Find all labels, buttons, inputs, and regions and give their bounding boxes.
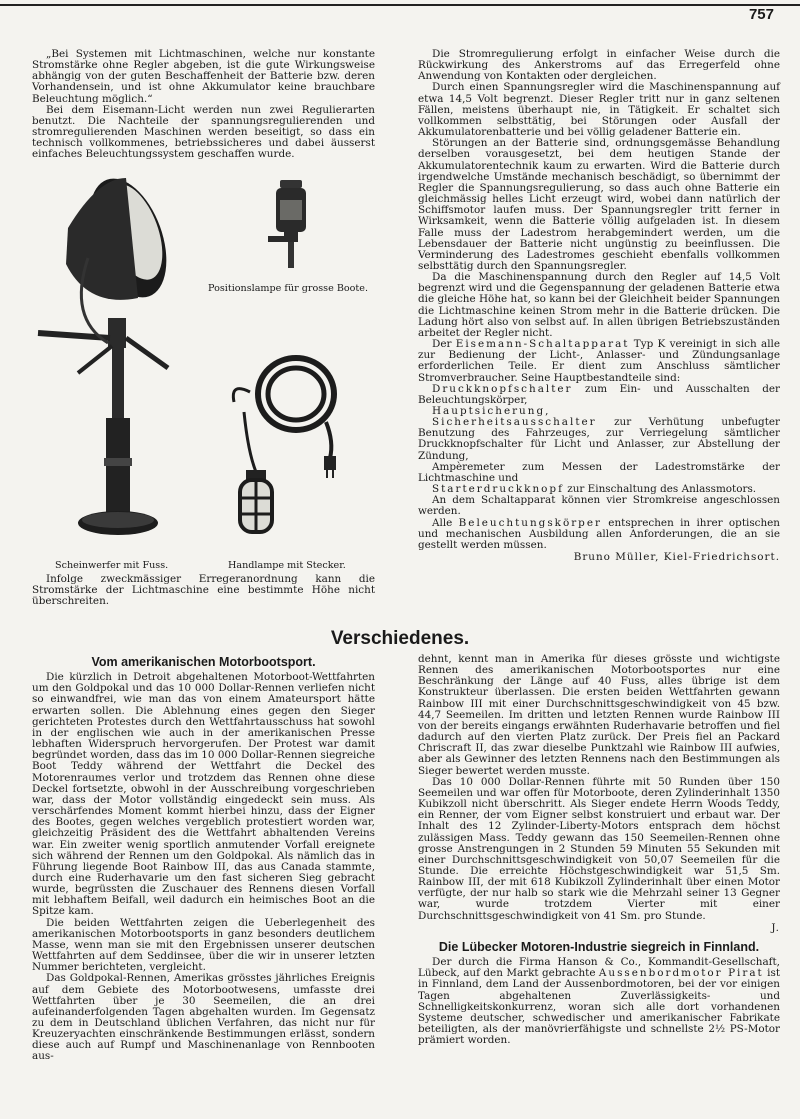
paragraph: Die Stromregulierung erfolgt in einfacher Weise durch die Rückwirkung des Ankerstroms auf das Erregerfeld ohne Anwendung von Kontakten oder dergleichen.	[418, 48, 780, 83]
signature: Bruno Müller, Kiel-Friedrichsort.	[573, 551, 780, 564]
top-rule	[0, 4, 800, 6]
article2-heading: Die Lübecker Motoren-Industrie siegreich in Finnland.	[438, 939, 760, 954]
article1-author: J.	[771, 921, 780, 934]
paragraph: Störungen an der Batterie sind, ordnungsgemässe Behandlung derselben vorausgesetzt, bei dem heutigen Stande der Akkumulatorentechnik kaum zu erwarten. Wird die Batterie durch irgendwelche Umstände mechanisch beschädigt, so übernimmt der Regler die Spannungsregulierung, so dass auch ohne Batterie ein gleichmässig helles Licht erzeugt wird, wobei dann natürlich der Schiffsmotor laufen muss. Der Spannungsregler tritt ferner in Wirksamkeit, wenn die Batterie völlig aufgeladen ist. In diesem Falle muss der Ladestrom herabgemindert werden, um die Lebensdauer der Batterie nicht ungünstig zu beeinflussen. Die Verminderung des Ladestromes geschieht ebenfalls vollkommen selbsttätig durch den Spannungsregler.	[418, 137, 780, 272]
text-run: zum Ein- und Ausschalten der Beleuchtungskörper,	[418, 382, 780, 406]
caption-position-lamp: Positionslampe für grosse Boote.	[208, 283, 369, 294]
spaced-term: Beleuchtungskörper	[458, 516, 602, 529]
part-item	[418, 462, 780, 484]
text-run: Der durch die Firma Hanson & Co., Kommandit-Gesellschaft, Lübeck, auf den Markt gebrachte	[418, 956, 780, 980]
article1-right-column	[418, 654, 780, 1046]
top-left-column	[32, 49, 375, 161]
part-item	[418, 384, 780, 406]
paragraph: „Bei Systemen mit Lichtmaschinen, welche nur konstante Stromstärke ohne Regler abgeben, ist die gute Wirkungsweise abhängig von der guten Beschaffenheit der Batterie bzw. deren Vorhandensein, und ist ohne Akkumulator keine brauchbare Beleuchtung möglich.“	[32, 48, 375, 105]
spaced-term: Starterdruckknopf	[432, 483, 564, 496]
text-run: Ampèremeter zum Messen der Ladestromstärke der Lichtmaschine und	[418, 460, 780, 484]
caption-searchlight: Scheinwerfer mit Fuss.	[55, 560, 169, 571]
paragraph: Infolge zweckmässiger Erregeranordnung kann die Stromstärke der Lichtmaschine eine bestimmte Höhe nicht überschreiten.	[32, 573, 375, 608]
part-item	[418, 417, 780, 462]
text-run: ist in Finnland, dem Land der Aussenbordmotoren, bei der vor einigen Tagen abgehaltenen Zuverlässigkeits- und Schnelligkeitskonkurrenz, woran sich alle dort vorhandenen Systeme deutscher, schwedischer und amerikanischer Fabrikate beteiligten, als der manövrierfähigste und schnellste 2½ PS-Motor prämiert worden.	[418, 967, 780, 1047]
paragraph: Da die Maschinenspannung durch den Regler auf 14,5 Volt begrenzt wird und die Gegenspannung der geladenen Batterie etwa die gleiche Höhe hat, so kann bei der Gleichheit beider Spannungen die Lichtmaschine keinen Strom mehr in die Batterie drücken. Die Ladung hört also von selbst auf. In allen übrigen Betriebszuständen arbeitet der Regler nicht.	[418, 271, 780, 339]
top-right-column	[418, 49, 780, 563]
spaced-term: Sicherheitsausschalter	[432, 416, 597, 429]
spaced-term: Druckknopfschalter	[432, 382, 573, 395]
paragraph: Durch einen Spannungsregler wird die Maschinenspannung auf etwa 14,5 Volt begrenzt. Dieser Regler tritt nur in ganz seltenen Fällen, meistens überhaupt nie, in Tätigkeit. Er schaltet sich vollkommen selbsttätig, bei Störungen oder Ausfall der Akkumulatorenbatterie und bei völlig geladener Batterie ein.	[418, 81, 780, 139]
paragraph: Das Goldpokal-Rennen, Amerikas grösstes jährliches Ereignis auf dem Gebiete des Motorbootwesens, umfasste drei Wettfahrten über je 30 Seemeilen, die an drei aufeinanderfolgenden Tagen abgehalten wurden. Im Gegensatz zu dem in Deutschland üblichen Verfahren, das nicht nur für Kreuzeryachten einschränkende Bestimmungen erlässt, sondern diese auch auf Rumpf und Maschinenanlage von Rennbooten aus-	[32, 972, 375, 1063]
page-number: 757	[748, 6, 774, 23]
paragraph	[418, 957, 780, 1046]
paragraph: Das 10 000 Dollar-Rennen führte mit 50 Runden über 150 Seemeilen und war offen für Motorboote, deren Zylinderinhalt 1350 Kubikzoll nicht überschritt. Als Sieger endete Herrn Woods Teddy, ein Renner, der vom Eigner selbst konstruiert und erbaut war. Der Inhalt des 12 Zylinder-Liberty-Motors entsprach dem höchst zulässigen Mass. Teddy gewann das 150 Seemeilen-Rennen ohne grosse Anstrengungen in 2 Stunden 59 Minuten 55 Sekunden mit einer Durchschnittsgeschwindigkeit von 50,07 Seemeilen für die Stunde. Die erreichte Höchstgeschwindigkeit war 51,5 Sm. Rainbow III, der mit 618 Kubikzoll Zylinderinhalt über einen Motor verfügte, der nur halb so stark wie die Mehrzahl seiner 13 Gegner war, wurde trotzdem Vierter mit einer Durchschnittsgeschwindigkeit von 41 Sm. pro Stunde.	[418, 775, 780, 922]
spaced-term: Eisemann-Schaltapparat	[455, 338, 630, 351]
hand-lamp-figure	[226, 352, 356, 552]
paragraph: Die beiden Wettfahrten zeigen die Ueberlegenheit des amerikanischen Motorbootsports in ganz besonders deutlichem Masse, wenn man sie mit den Ergebnissen unserer deutschen Wettfahrten auf dem Seddinsee, über die wir in unserer letzten Nummer berichteten, vergleicht.	[32, 916, 375, 974]
paragraph: dehnt, kennt man in Amerika für dieses grösste und wichtigste Rennen des amerikanischen Motorbootsportes nur eine Beschränkung der Länge auf 40 Fuss, alles übrige ist dem Konstrukteur überlassen. Die ersten beiden Wettfahrten gewann Rainbow III mit einer Durchschnittsgeschwindigkeit von 45 bzw. 44,7 Seemeilen. Im dritten und letzten Rennen wurde Rainbow III von der bereits eingangs erwähnten Ruderhavarie betroffen und fiel dadurch auf den vierten Platz zurück. Der Preis fiel an Packard Chriscraft II, das zwar dieselbe Punktzahl wie Rainbow III aufwies, aber als Gewinner des letzten Rennens nach den Bestimmungen als Sieger bewertet werden musste.	[418, 653, 780, 777]
position-lamp-figure	[266, 174, 316, 274]
section-title: Verschiedenes.	[330, 628, 470, 649]
after-figures-text	[32, 574, 375, 607]
paragraph: An dem Schaltapparat können vier Stromkreise angeschlossen werden.	[418, 494, 780, 518]
paragraph: Die kürzlich in Detroit abgehaltenen Motorboot-Wettfahrten um den Goldpokal und das 10 000 Dollar-Rennen verliefen nicht so einwandfrei, wie man das von einem Amateursport hätte erwarten sollen. Die Ablehnung eines gegen den Sieger gerichteten Protestes durch den Wettfahrtausschuss hat sowohl in der englischen wie auch in der amerikanischen Presse lebhaften Widerspruch hervorgerufen. Der Protest war damit begründet worden, dass das im 10 000 Dollar-Rennen siegreiche Boot Teddy während der Wettfahrt die Deckel des Motorenraumes verlor und trotzdem das Rennen ohne diese Deckel fortsetzte, obwohl in der Ausschreibung vorgeschrieben war, dass der Motor vollständig eingedeckt sein muss. Als verschärfendes Moment kommt hierbei hinzu, dass der Eigner des Bootes, gegen welches vergeblich protestiert worden war, gleichzeitig Präsident des die Wettfahrt abhaltenden Vereins war. Ein zweiter wenig sportlich anmutender Vorfall ereignete sich während der Rennen um den Goldpokal. Als nämlich das in Führung liegende Boot Rainbow III, das aus Canada stammte, durch eine Ruderhavarie um den fast sicheren Sieg gebracht wurde, begrüssten die Zuschauer des Rennens diesen Vorfall mit lebhaftem Beifall, weil dadurch ein heimisches Boot an die Spitze kam.	[32, 671, 375, 918]
spaced-term: Aussenbordmotor Pirat	[598, 967, 764, 980]
searchlight-figure	[28, 168, 178, 558]
paragraph	[418, 518, 780, 551]
text-run: zur Verhütung unbefugter Benutzung des Fahrzeuges, zur Verriegelung sämtlicher Druckknopfschalter für Licht und Anlasser, zur Abstellung der Zündung,	[418, 416, 780, 462]
text-run: Typ K vereinigt in sich alle zur Bedienung der Licht-, Anlasser- und Zündungsanlage erforderlichen Teile. Er dient zum Anschluss sämtlicher Stromverbraucher. Seine Hauptbestandteile sind:	[418, 338, 780, 384]
text-run: entsprechen in ihrer optischen und mechanischen Ausbildung allen Anforderungen, die an sie gestellt werden müssen.	[418, 516, 781, 551]
article1-left-column	[32, 657, 375, 1063]
article1-heading: Vom amerikanischen Motorbootsport.	[91, 655, 316, 669]
spaced-term: Hauptsicherung	[432, 405, 546, 417]
text-run: ,	[545, 405, 549, 417]
text-run: zur Einschaltung des Anlassmotors.	[563, 483, 757, 496]
text-run: Der	[432, 338, 456, 351]
paragraph	[418, 339, 780, 384]
text-run: Alle	[432, 516, 459, 529]
paragraph: Bei dem Eisemann-Licht werden nun zwei Regulierarten benutzt. Die Nachteile der spannungsregulierenden und stromregulierenden Maschinen werden beseitigt, so dass ein technisch vollkommenes, betriebssicheres und dabei äusserst einfaches Beleuchtungssystem geschaffen wurde.	[32, 103, 375, 161]
caption-hand-lamp: Handlampe mit Stecker.	[228, 560, 346, 571]
